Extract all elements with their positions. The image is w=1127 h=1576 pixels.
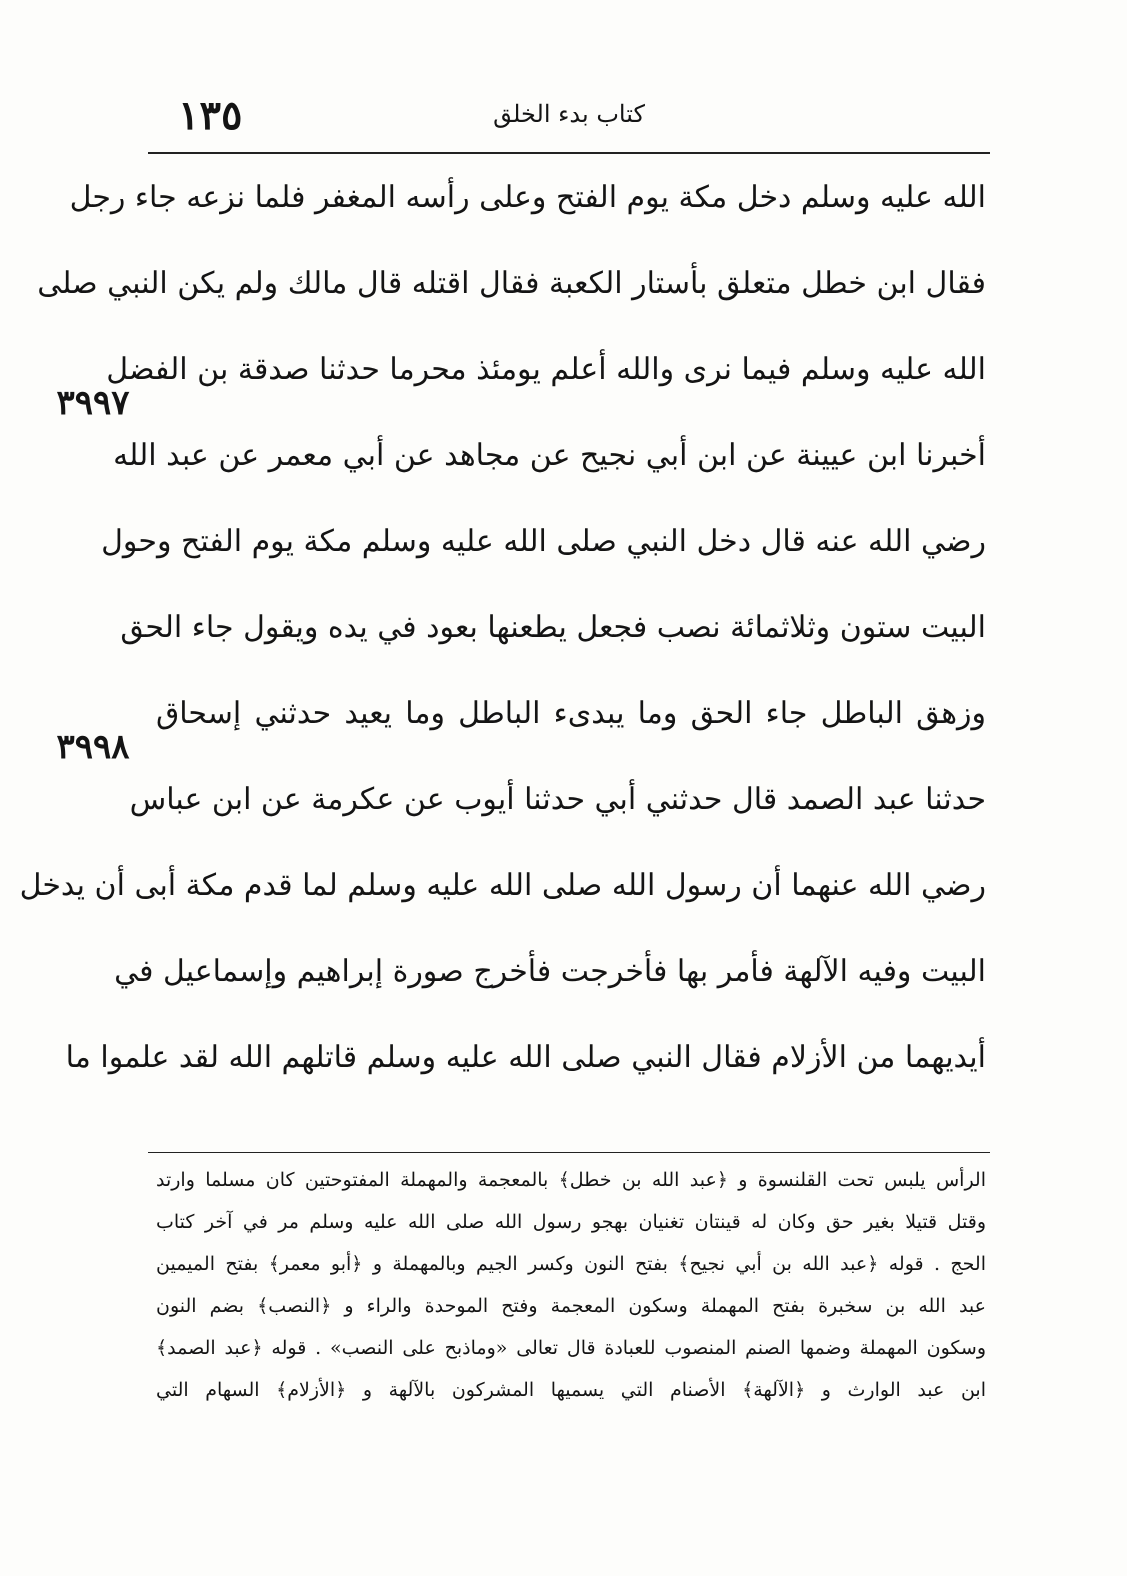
footnote-line: ابن عبد الوارث و ﴿الآلهة﴾ الأصنام التي يسميها المشركون بالآلهة و ﴿الأزلام﴾ السهام التي xyxy=(156,1379,986,1401)
text-line: حدثنا عبد الصمد قال حدثني أبي حدثنا أيوب عن عكرمة عن ابن عباس xyxy=(129,782,986,817)
footnotes xyxy=(156,1162,986,1442)
header-divider xyxy=(148,152,990,154)
text-line: رضي الله عنه قال دخل النبي صلى الله عليه وسلم مكة يوم الفتح وحول xyxy=(101,524,986,559)
hadith-number: ٣٩٩٧ xyxy=(56,383,130,423)
footnote-line: الحج . قوله ﴿عبد الله بن أبي نجيح﴾ بفتح النون وكسر الجيم وبالمهملة و ﴿أبو معمر﴾ بفتح الميمين xyxy=(156,1253,986,1275)
footnote-line: وسكون المهملة وضمها الصنم المنصوب للعبادة قال تعالى «وماذبح على النصب» . قوله ﴿عبد الصمد﴾ xyxy=(156,1337,986,1359)
text-line: فقال ابن خطل متعلق بأستار الكعبة فقال اقتله قال مالك ولم يكن النبي صلى xyxy=(37,266,986,301)
footnote-line: عبد الله بن سخبرة بفتح المهملة وسكون المعجمة وفتح الموحدة والراء و ﴿النصب﴾ بضم النون xyxy=(156,1295,986,1317)
hadith-number: ٣٩٩٨ xyxy=(56,727,130,767)
text-line: أيديهما من الأزلام فقال النبي صلى الله عليه وسلم قاتلهم الله لقد علموا ما xyxy=(65,1040,986,1075)
text-line: أخبرنا ابن عيينة عن ابن أبي نجيح عن مجاهد عن أبي معمر عن عبد الله xyxy=(113,438,986,473)
footnote-line: وقتل قتيلا بغير حق وكان له قينتان تغنيان بهجو رسول الله صلى الله عليه وسلم مر في آخر كتاب xyxy=(156,1211,986,1233)
footnote-line: الرأس يلبس تحت القلنسوة و ﴿عبد الله بن خطل﴾ بالمعجمة والمهملة المفتوحتين كان مسلما وارتد xyxy=(156,1169,986,1191)
text-line: البيت وفيه الآلهة فأمر بها فأخرجت فأخرج صورة إبراهيم وإسماعيل في xyxy=(114,954,986,989)
text-line: رضي الله عنهما أن رسول الله صلى الله عليه وسلم لما قدم مكة أبى أن يدخل xyxy=(19,868,986,903)
footnote-divider xyxy=(148,1152,990,1153)
page-number: ١٣٥ xyxy=(178,92,243,139)
text-line: الله عليه وسلم فيما نرى والله أعلم يومئذ محرما حدثنا صدقة بن الفضل xyxy=(106,352,986,387)
text-line: الله عليه وسلم دخل مكة يوم الفتح وعلى رأسه المغفر فلما نزعه جاء رجل xyxy=(69,180,986,215)
text-line: وزهق الباطل جاء الحق وما يبدىء الباطل وما يعيد حدثني إسحاق xyxy=(156,696,986,731)
text-line: البيت ستون وثلاثمائة نصب فجعل يطعنها بعود في يده ويقول جاء الحق xyxy=(120,610,986,645)
page-header xyxy=(148,92,990,150)
chapter-title: كتاب بدء الخلق xyxy=(493,100,645,128)
